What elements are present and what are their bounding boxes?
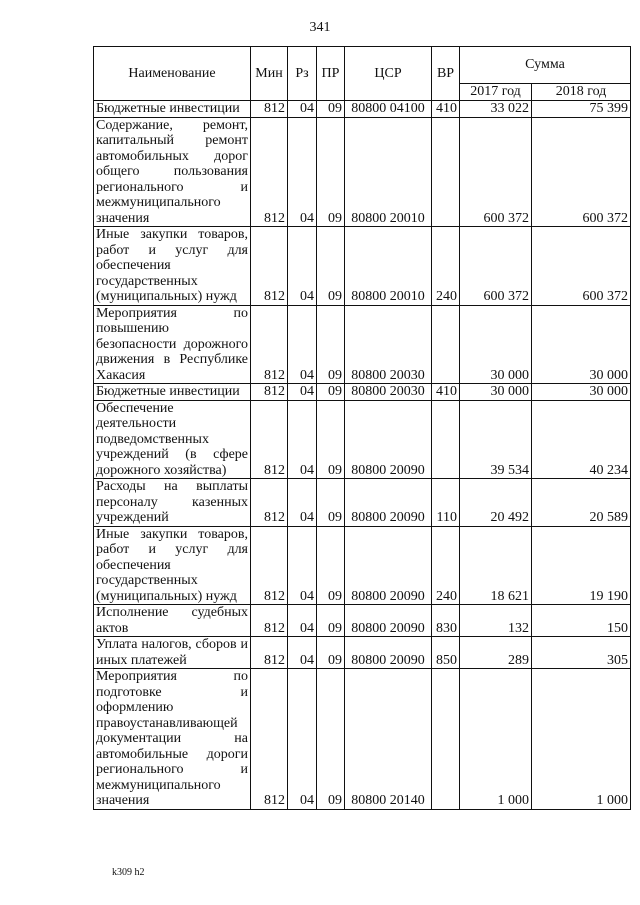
header-2018: 2018 год xyxy=(532,84,631,101)
cell-csr: 80800 20090 xyxy=(345,479,432,527)
cell-csr: 80800 20010 xyxy=(345,227,432,306)
header-vr: ВР xyxy=(432,47,460,101)
cell-csr: 80800 20030 xyxy=(345,384,432,401)
header-pr: ПР xyxy=(317,47,345,101)
header-sum: Сумма xyxy=(460,47,631,84)
table-row xyxy=(94,101,631,118)
cell-pr: 09 xyxy=(317,400,345,479)
cell-vr: 240 xyxy=(432,227,460,306)
cell-name: Исполнение судебных актов xyxy=(94,605,251,637)
cell-name: Мероприятия по повышению безопасности дорожного движения в Республике Хакасия xyxy=(94,305,251,384)
cell-min: 812 xyxy=(251,400,288,479)
cell-vr: 830 xyxy=(432,605,460,637)
cell-vr: 850 xyxy=(432,637,460,669)
cell-rz: 04 xyxy=(288,101,317,118)
cell-name: Бюджетные инвестиции xyxy=(94,384,251,401)
cell-rz: 04 xyxy=(288,117,317,227)
cell-csr: 80800 20010 xyxy=(345,117,432,227)
cell-y2017: 1 000 xyxy=(460,669,532,810)
table-row xyxy=(94,637,631,669)
cell-min: 812 xyxy=(251,526,288,605)
cell-y2018: 75 399 xyxy=(532,101,631,118)
cell-y2018: 30 000 xyxy=(532,305,631,384)
cell-min: 812 xyxy=(251,227,288,306)
cell-name: Расходы на выплаты персоналу казенных учреждений xyxy=(94,479,251,527)
cell-rz: 04 xyxy=(288,400,317,479)
cell-y2018: 30 000 xyxy=(532,384,631,401)
table-row xyxy=(94,227,631,306)
cell-pr: 09 xyxy=(317,227,345,306)
cell-y2017: 600 372 xyxy=(460,227,532,306)
cell-vr xyxy=(432,400,460,479)
cell-min: 812 xyxy=(251,117,288,227)
cell-csr: 80800 04100 xyxy=(345,101,432,118)
cell-rz: 04 xyxy=(288,479,317,527)
table-row xyxy=(94,305,631,384)
cell-min: 812 xyxy=(251,605,288,637)
table-row xyxy=(94,605,631,637)
cell-rz: 04 xyxy=(288,637,317,669)
footer-code: k309 h2 xyxy=(112,867,145,878)
table-row xyxy=(94,117,631,227)
header-name: Наименование xyxy=(94,47,251,101)
cell-y2017: 132 xyxy=(460,605,532,637)
budget-table xyxy=(93,46,631,810)
cell-min: 812 xyxy=(251,669,288,810)
cell-y2017: 33 022 xyxy=(460,101,532,118)
cell-y2017: 39 534 xyxy=(460,400,532,479)
cell-vr: 240 xyxy=(432,526,460,605)
cell-y2018: 305 xyxy=(532,637,631,669)
header-min: Мин xyxy=(251,47,288,101)
cell-vr: 410 xyxy=(432,101,460,118)
cell-y2018: 150 xyxy=(532,605,631,637)
cell-y2018: 1 000 xyxy=(532,669,631,810)
cell-min: 812 xyxy=(251,305,288,384)
cell-name: Обеспечение деятельности подведомственных учреждений (в сфере дорожного хозяйства) xyxy=(94,400,251,479)
cell-y2018: 19 190 xyxy=(532,526,631,605)
cell-min: 812 xyxy=(251,637,288,669)
cell-min: 812 xyxy=(251,101,288,118)
header-2017: 2017 год xyxy=(460,84,532,101)
table-row xyxy=(94,669,631,810)
table-row xyxy=(94,479,631,527)
cell-vr: 410 xyxy=(432,384,460,401)
cell-pr: 09 xyxy=(317,117,345,227)
cell-rz: 04 xyxy=(288,669,317,810)
cell-pr: 09 xyxy=(317,101,345,118)
cell-pr: 09 xyxy=(317,526,345,605)
cell-name: Иные закупки товаров, работ и услуг для обеспечения государственных (муниципальных) нужд xyxy=(94,526,251,605)
cell-y2017: 289 xyxy=(460,637,532,669)
cell-rz: 04 xyxy=(288,526,317,605)
cell-rz: 04 xyxy=(288,227,317,306)
cell-y2017: 18 621 xyxy=(460,526,532,605)
cell-y2018: 40 234 xyxy=(532,400,631,479)
cell-csr: 80800 20030 xyxy=(345,305,432,384)
cell-vr xyxy=(432,117,460,227)
cell-pr: 09 xyxy=(317,637,345,669)
cell-y2017: 20 492 xyxy=(460,479,532,527)
table-row xyxy=(94,400,631,479)
cell-name: Иные закупки товаров, работ и услуг для обеспечения государственных (муниципальных) нужд xyxy=(94,227,251,306)
cell-min: 812 xyxy=(251,384,288,401)
cell-name: Мероприятия по подготовке и оформлению правоустанавливающей документации на автомобильные дороги регионального и межмуниципального значения xyxy=(94,669,251,810)
cell-rz: 04 xyxy=(288,305,317,384)
cell-rz: 04 xyxy=(288,384,317,401)
cell-pr: 09 xyxy=(317,305,345,384)
cell-min: 812 xyxy=(251,479,288,527)
cell-y2017: 600 372 xyxy=(460,117,532,227)
cell-vr: 110 xyxy=(432,479,460,527)
cell-name: Уплата налогов, сборов и иных платежей xyxy=(94,637,251,669)
cell-vr xyxy=(432,669,460,810)
cell-pr: 09 xyxy=(317,479,345,527)
page-number: 341 xyxy=(309,20,331,35)
cell-rz: 04 xyxy=(288,605,317,637)
cell-csr: 80800 20140 xyxy=(345,669,432,810)
cell-vr xyxy=(432,305,460,384)
cell-pr: 09 xyxy=(317,669,345,810)
header-csr: ЦСР xyxy=(345,47,432,101)
cell-y2017: 30 000 xyxy=(460,384,532,401)
cell-y2017: 30 000 xyxy=(460,305,532,384)
cell-csr: 80800 20090 xyxy=(345,400,432,479)
cell-pr: 09 xyxy=(317,605,345,637)
table-row xyxy=(94,384,631,401)
cell-csr: 80800 20090 xyxy=(345,605,432,637)
cell-csr: 80800 20090 xyxy=(345,637,432,669)
header-rz: Рз xyxy=(288,47,317,101)
cell-y2018: 20 589 xyxy=(532,479,631,527)
cell-y2018: 600 372 xyxy=(532,227,631,306)
cell-name: Содержание, ремонт, капитальный ремонт автомобильных дорог общего пользования регионального и межмуниципального значения xyxy=(94,117,251,227)
table-row xyxy=(94,526,631,605)
cell-y2018: 600 372 xyxy=(532,117,631,227)
cell-name: Бюджетные инвестиции xyxy=(94,101,251,118)
cell-csr: 80800 20090 xyxy=(345,526,432,605)
cell-pr: 09 xyxy=(317,384,345,401)
